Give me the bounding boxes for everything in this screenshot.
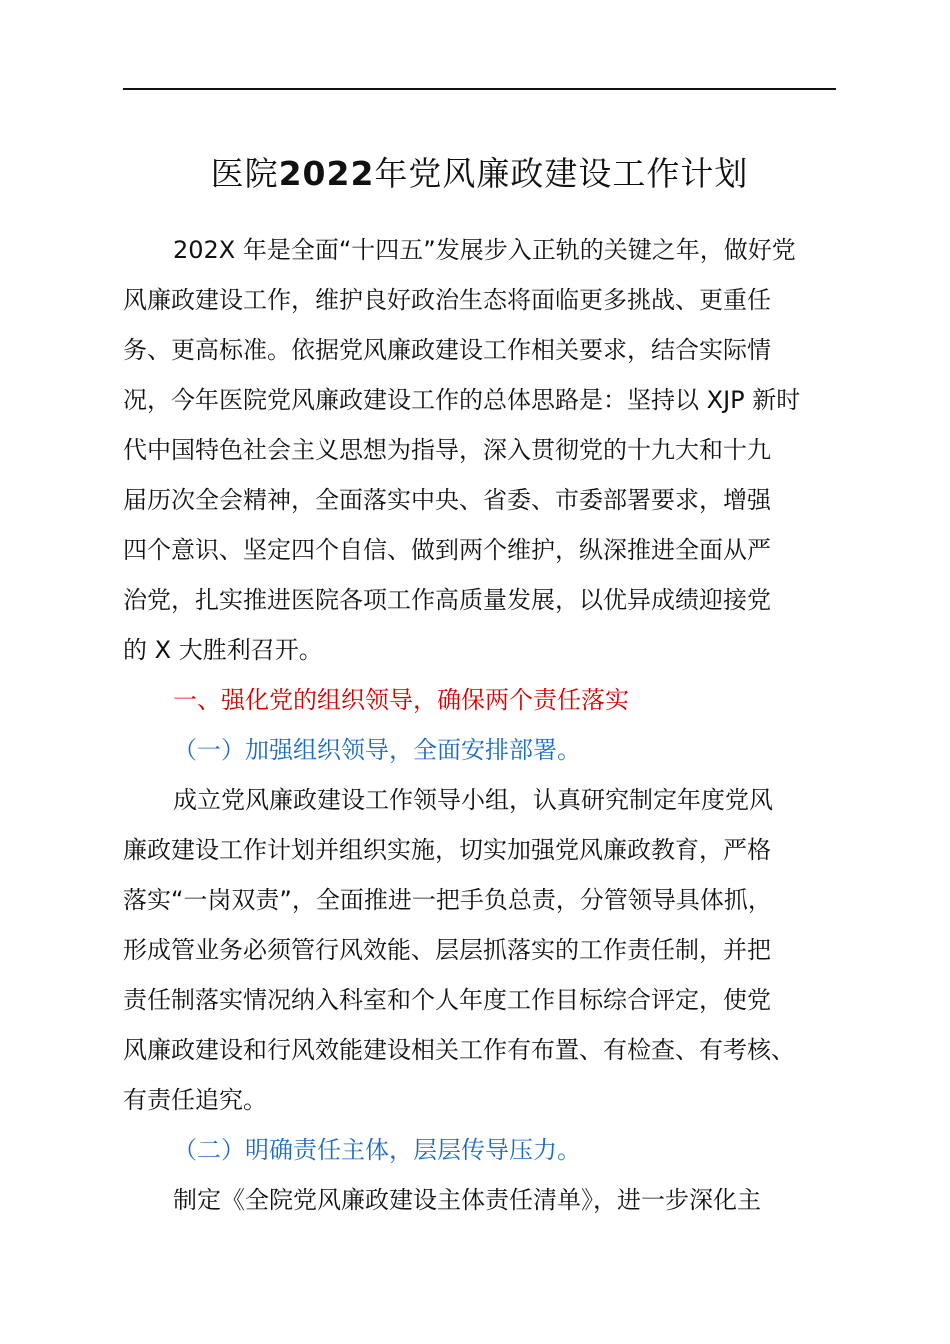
- paragraph-line: 的 X 大胜利召开。: [123, 636, 323, 664]
- paragraph-line: 成立党风廉政建设工作领导小组，认真研究制定年度党风: [173, 786, 773, 814]
- paragraph-line: 形成管业务必须管行风效能、层层抓落实的工作责任制，并把: [123, 936, 771, 964]
- paragraph-line: 廉政建设工作计划并组织实施，切实加强党风廉政教育，严格: [123, 836, 771, 864]
- document-body: [123, 225, 836, 1225]
- document-title: [123, 150, 836, 198]
- header-rule: [123, 88, 836, 90]
- paragraph-line: 况，今年医院党风廉政建设工作的总体思路是：坚持以 XJP 新时: [123, 386, 801, 414]
- paragraph-line: 风廉政建设工作，维护良好政治生态将面临更多挑战、更重任: [123, 286, 771, 314]
- title-prefix: 医院: [210, 154, 279, 193]
- paragraph-line: 落实“一岗双责”，全面推进一把手负总责，分管领导具体抓，: [123, 886, 772, 914]
- subsection-heading: （二）明确责任主体，层层传导压力。: [173, 1136, 581, 1164]
- paragraph-line: 有责任追究。: [123, 1086, 267, 1114]
- subsection-heading: （一）加强组织领导，全面安排部署。: [173, 736, 581, 764]
- paragraph-line: 务、更高标准。依据党风廉政建设工作相关要求，结合实际情: [123, 336, 771, 364]
- paragraph-line: 202X 年是全面“十四五”发展步入正轨的关键之年，做好党: [173, 236, 796, 264]
- paragraph-line: 代中国特色社会主义思想为指导，深入贯彻党的十九大和十九: [123, 436, 771, 464]
- paragraph-line: 治党，扎实推进医院各项工作高质量发展，以优异成绩迎接党: [123, 586, 771, 614]
- paragraph-line: 风廉政建设和行风效能建设相关工作有布置、有检查、有考核、: [123, 1036, 795, 1064]
- paragraph-line: 届历次全会精神，全面落实中央、省委、市委部署要求，增强: [123, 486, 771, 514]
- title-suffix: 年党风廉政建设工作计划: [374, 154, 749, 193]
- paragraph-line: 制定《全院党风廉政建设主体责任清单》，进一步深化主: [173, 1186, 761, 1214]
- paragraph-line: 四个意识、坚定四个自信、做到两个维护，纵深推进全面从严: [123, 536, 771, 564]
- section-heading: 一、强化党的组织领导，确保两个责任落实: [173, 686, 629, 714]
- title-year: 2022: [278, 154, 375, 193]
- paragraph-line: 责任制落实情况纳入科室和个人年度工作目标综合评定，使党: [123, 986, 771, 1014]
